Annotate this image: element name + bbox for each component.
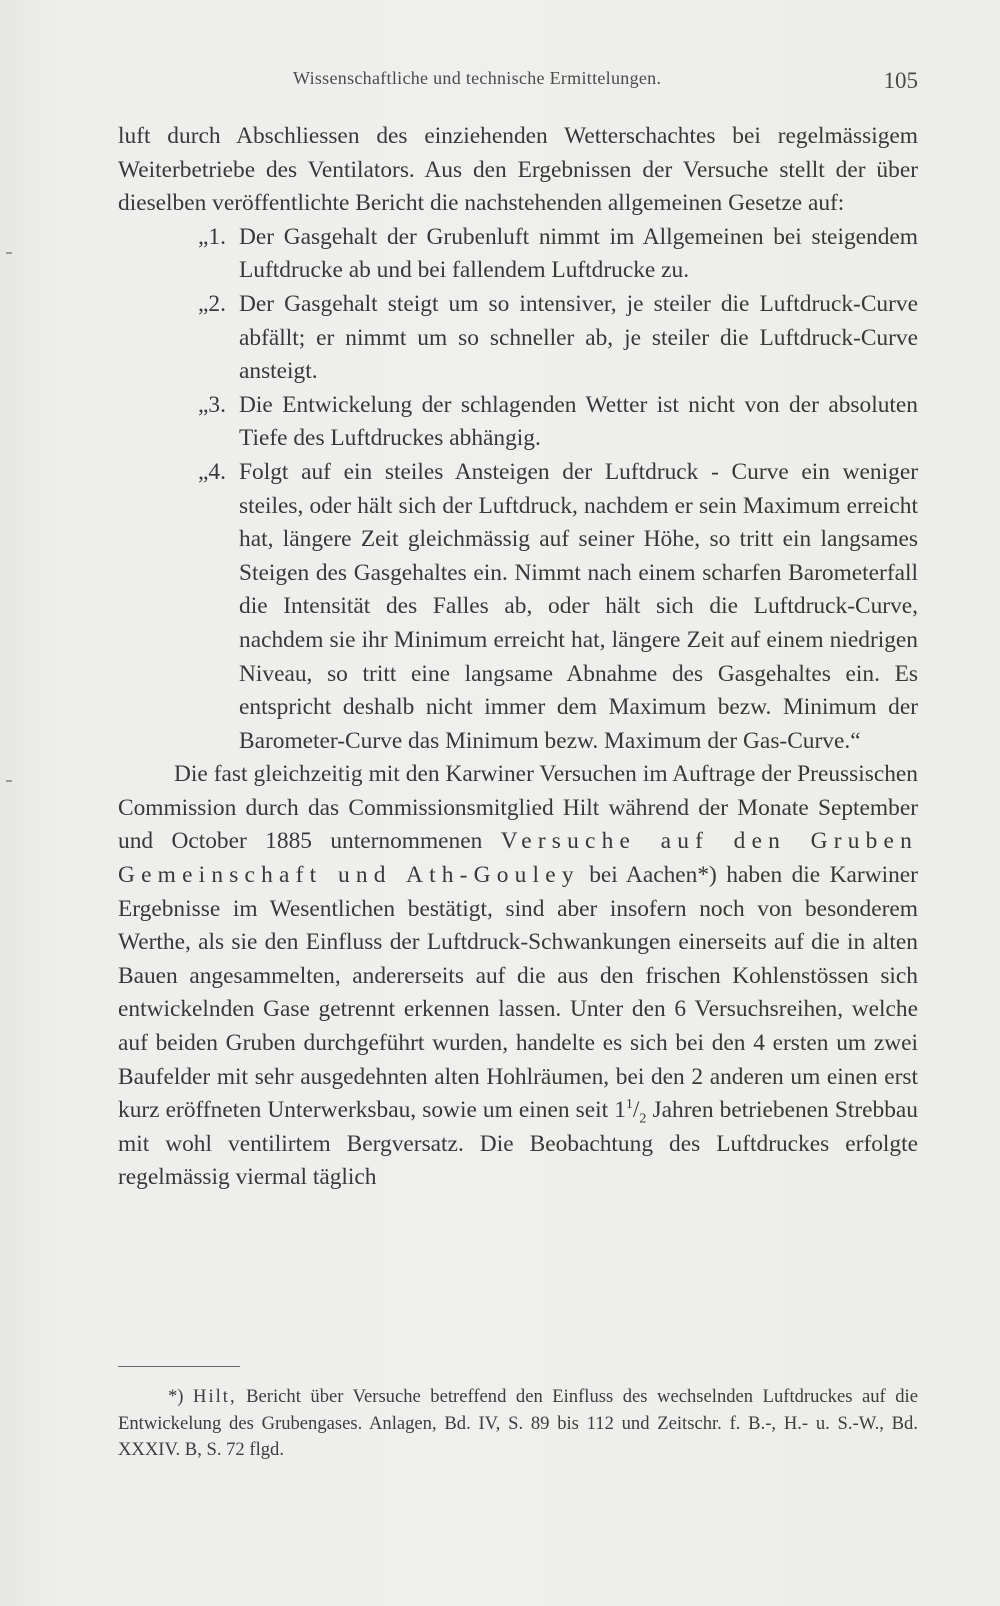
fraction-numerator: 1 xyxy=(625,1097,633,1113)
law-text: Folgt auf ein steiles Ansteigen der Luftdruck - Curve ein weniger steiles, oder hält sich der Luftdruck, nachdem er sein Maximum erreicht hat, längere Zeit gleichmässig auf seiner Höhe, so tritt ein langsames Steigen des Gasgehaltes ein. Nimmt nach einem scharfen Barometerfall die Intensität des Falles ab, oder hält sich die Luftdruck-Curve, nachdem sie ihr Minimum erreicht hat, längere Zeit auf einem niedrigen Niveau, so tritt eine langsame Abnahme des Gasgehaltes ein. Es entspricht deshalb nicht immer dem Maximum bezw. Minimum der Barometer-Curve das Minimum bezw. Maximum der Gas-Curve.“ xyxy=(239,458,918,754)
law-number: „4. xyxy=(198,458,226,485)
text-run: haben die Karwiner Ergebnisse im Wesentlichen bestätigt, sind aber insofern noch von besonderem Werthe, als sie den Einfluss der Luftdruck-Schwankungen einerseits auf die in alten Bauen angesammelten, andererseits auf die aus den frischen Kohlenstössen sich entwickelnden Gase getrennt erkennen lassen. Unter den 6 Versuchsreihen, welche auf beiden Gruben durchgeführt wurden, handelte es sich bei den 4 ersten um zwei Baufelder mit sehr ausgedehnten alten Hohlräumen, bei den 2 anderen um einen erst kurz eröffneten Unterwerksbau, sowie um einen seit xyxy=(118,862,918,1124)
footnote-divider xyxy=(118,1366,240,1367)
law-item xyxy=(118,389,918,456)
fraction-slash: / xyxy=(632,1097,640,1124)
law-item xyxy=(118,456,918,758)
paragraph xyxy=(118,758,918,1195)
law-item xyxy=(118,221,918,288)
margin-mark xyxy=(6,780,12,782)
law-item xyxy=(118,288,918,389)
page-header xyxy=(118,68,918,108)
footnote-author: Hilt, xyxy=(193,1386,237,1407)
footnote-marker: *) xyxy=(168,1386,184,1407)
spaced-emphasis: Versuche auf den Gruben Gemeinschaft und Ath-Gouley xyxy=(118,828,918,889)
law-number: „2. xyxy=(198,290,226,317)
text-run: Jahren betriebenen Strebbau mit wohl ventilirtem Bergversatz. Die Beobachtung des Luftdruckes erfolgte regelmässig viermal täglich xyxy=(118,1097,918,1191)
margin-mark xyxy=(6,252,12,254)
footnote-reference: *) xyxy=(697,862,717,889)
body-text xyxy=(118,120,918,1195)
fraction xyxy=(614,1097,647,1127)
law-number: „1. xyxy=(198,223,226,250)
law-text: Der Gasgehalt steigt um so intensiver, je steiler die Luftdruck-Curve abfällt; er nimmt um so schneller ab, je steiler die Luftdruck-Curve ansteigt. xyxy=(239,290,918,385)
running-head: Wissenschaftliche und technische Ermittelungen. xyxy=(293,68,662,88)
fraction-whole: 1 xyxy=(614,1097,626,1124)
text-run: bei Aachen xyxy=(589,862,698,889)
text-run: Die fast gleichzeitig mit den Karwiner Versuchen im Auftrage der Preussischen Commission durch das Commissionsmitglied Hilt während der Monate September und October 1885 unternommenen xyxy=(118,761,918,855)
law-text: Der Gasgehalt der Grubenluft nimmt im Allgemeinen bei steigendem Luftdrucke ab und bei fallendem Luftdrucke zu. xyxy=(239,223,918,284)
footnote-text xyxy=(118,1384,918,1464)
law-text: Die Entwickelung der schlagenden Wetter ist nicht von der absoluten Tiefe des Luftdruckes abhängig. xyxy=(239,391,918,452)
fraction-denominator: 2 xyxy=(639,1111,647,1127)
footnote-body: Bericht über Versuche betreffend den Einfluss des wechselnden Luftdruckes auf die Entwickelung des Grubengases. Anlagen, Bd. IV, S. 89 bis 112 und Zeitschr. f. B.-, H.- u. S.-W., Bd. XXXIV. B, S. 72 flgd. xyxy=(118,1386,918,1460)
laws-list xyxy=(118,221,918,759)
footnote xyxy=(118,1384,918,1464)
law-number: „3. xyxy=(198,391,226,418)
page-number: 105 xyxy=(883,68,918,93)
intro-paragraph: luft durch Abschliessen des einziehenden Wetterschachtes bei regelmässigem Weiterbetriebe des Ventilators. Aus den Ergebnissen der Versuche stellt der über dieselben veröffentlichte Bericht die nachstehenden allgemeinen Gesetze auf: xyxy=(118,123,918,217)
